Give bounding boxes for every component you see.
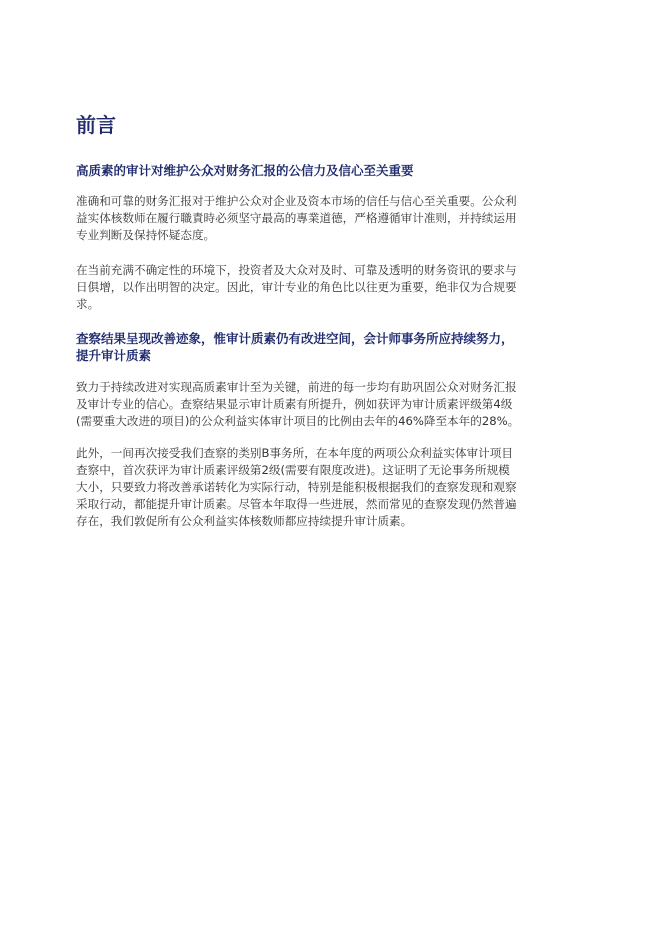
paragraph-line: 大小，只要致力将改善承诺转化为实际行动，特别是能积极根据我们的查察发现和观察	[76, 480, 517, 494]
document-page	[76, 0, 588, 936]
paragraph-line: 此外，一间再次接受我们查察的类别B事务所，在本年度的两项公众利益实体审计项目	[76, 446, 513, 460]
paragraph-line: 致力于持续改进对实现高质素审计至为关键，前进的每一步均有助巩固公众对财务汇报	[76, 380, 517, 394]
page-title: 前言	[76, 113, 116, 137]
paragraph-line: 专业判断及保持怀疑态度。	[76, 228, 216, 242]
paragraph-uncertain-environment	[76, 262, 588, 313]
paragraph-line: 采取行动，都能提升审计质素。尽管本年取得一些进展，然而常见的查察发现仍然普遍	[76, 497, 517, 511]
paragraph-line: 查察中，首次获评为审计质素评级第2级(需要有限度改进)。这证明了无论事务所规模	[76, 463, 510, 477]
paragraph-financial-reporting	[76, 193, 588, 244]
paragraph-line: 求。	[76, 297, 100, 311]
paragraph-line: (需要重大改进的项目)的公众利益实体审计项目的比例由去年的46%降至本年的28%。	[76, 414, 520, 428]
heading-line: 高质素的审计对维护公众对财务汇报的公信力及信心至关重要	[76, 163, 414, 178]
heading-line: 查察结果呈现改善迹象，惟审计质素仍有改进空间，会计师事务所应持续努力，	[76, 331, 514, 346]
paragraph-line: 存在，我们敦促所有公众利益实体核数师都应持续提升审计质素。	[76, 514, 413, 528]
section-heading-inspection-findings	[76, 330, 588, 364]
section-heading-audit-quality-importance	[76, 162, 588, 179]
paragraph-line: 在当前充满不确定性的环境下，投资者及大众对及时、可靠及透明的财务资讯的要求与	[76, 263, 517, 277]
heading-line: 提升审计质素	[76, 348, 152, 363]
paragraph-category-b-firm	[76, 445, 588, 530]
paragraph-line: 益实体核数师在履行職責時必须坚守最高的專業道德，严格遵循审计准则，并持续运用	[76, 211, 517, 225]
paragraph-continuous-improvement	[76, 379, 588, 430]
paragraph-line: 准确和可靠的财务汇报对于维护公众对企业及资本市场的信任与信心至关重要。公众利	[76, 194, 517, 208]
paragraph-line: 及审计专业的信心。查察结果显示审计质素有所提升，例如获评为审计质素评级第4级	[76, 397, 513, 411]
paragraph-line: 日俱增，以作出明智的决定。因此，审计专业的角色比以往更为重要，绝非仅为合规要	[76, 280, 517, 294]
